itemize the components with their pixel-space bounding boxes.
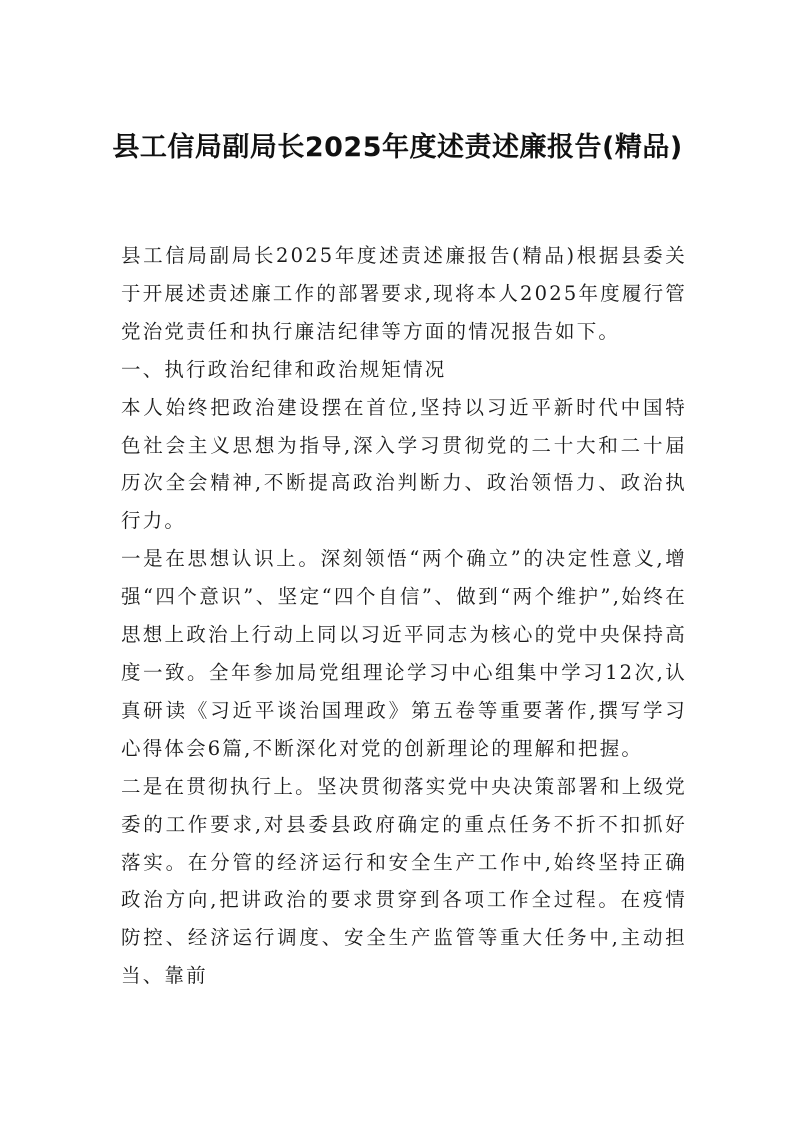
paragraph-intro: 县工信局副局长2025年度述责述廉报告(精品)根据县委关于开展述责述廉工作的部署要求,现将本人2025年度履行管党治党责任和执行廉洁纪律等方面的情况报告如下。 <box>121 244 687 343</box>
paragraph-thought: 一是在思想认识上。深刻领悟“两个确立”的决定性意义,增强“四个意识”、坚定“四个自信”、做到“两个维护”,始终在思想上政治上行动上同以习近平同志为核心的党中央保持高度一致。全年参加局党组理论学习中心组集中学习12次,认真研读《习近平谈治国理政》第五卷等重要著作,撰写学习心得体会6篇,不断深化对党的创新理论的理解和把握。 <box>121 547 687 760</box>
section-heading-1: 一、执行政治纪律和政治规矩情况 <box>121 357 447 381</box>
document-body <box>121 237 687 995</box>
paragraph-implementation: 二是在贯彻执行上。坚决贯彻落实党中央决策部署和上级党委的工作要求,对县委县政府确定的重点任务不折不扣抓好落实。在分管的经济运行和安全生产工作中,始终坚持正确政治方向,把讲政治的要求贯穿到各项工作全过程。在疫情防控、经济运行调度、安全生产监管等重大任务中,主动担当、靠前 <box>121 774 687 988</box>
document-title: 县工信局副局长2025年度述责述廉报告(精品) <box>112 132 683 163</box>
paragraph-section-1: 本人始终把政治建设摆在首位,坚持以习近平新时代中国特色社会主义思想为指导,深入学习贯彻党的二十大和二十届历次全会精神,不断提高政治判断力、政治领悟力、政治执行力。 <box>121 395 687 533</box>
